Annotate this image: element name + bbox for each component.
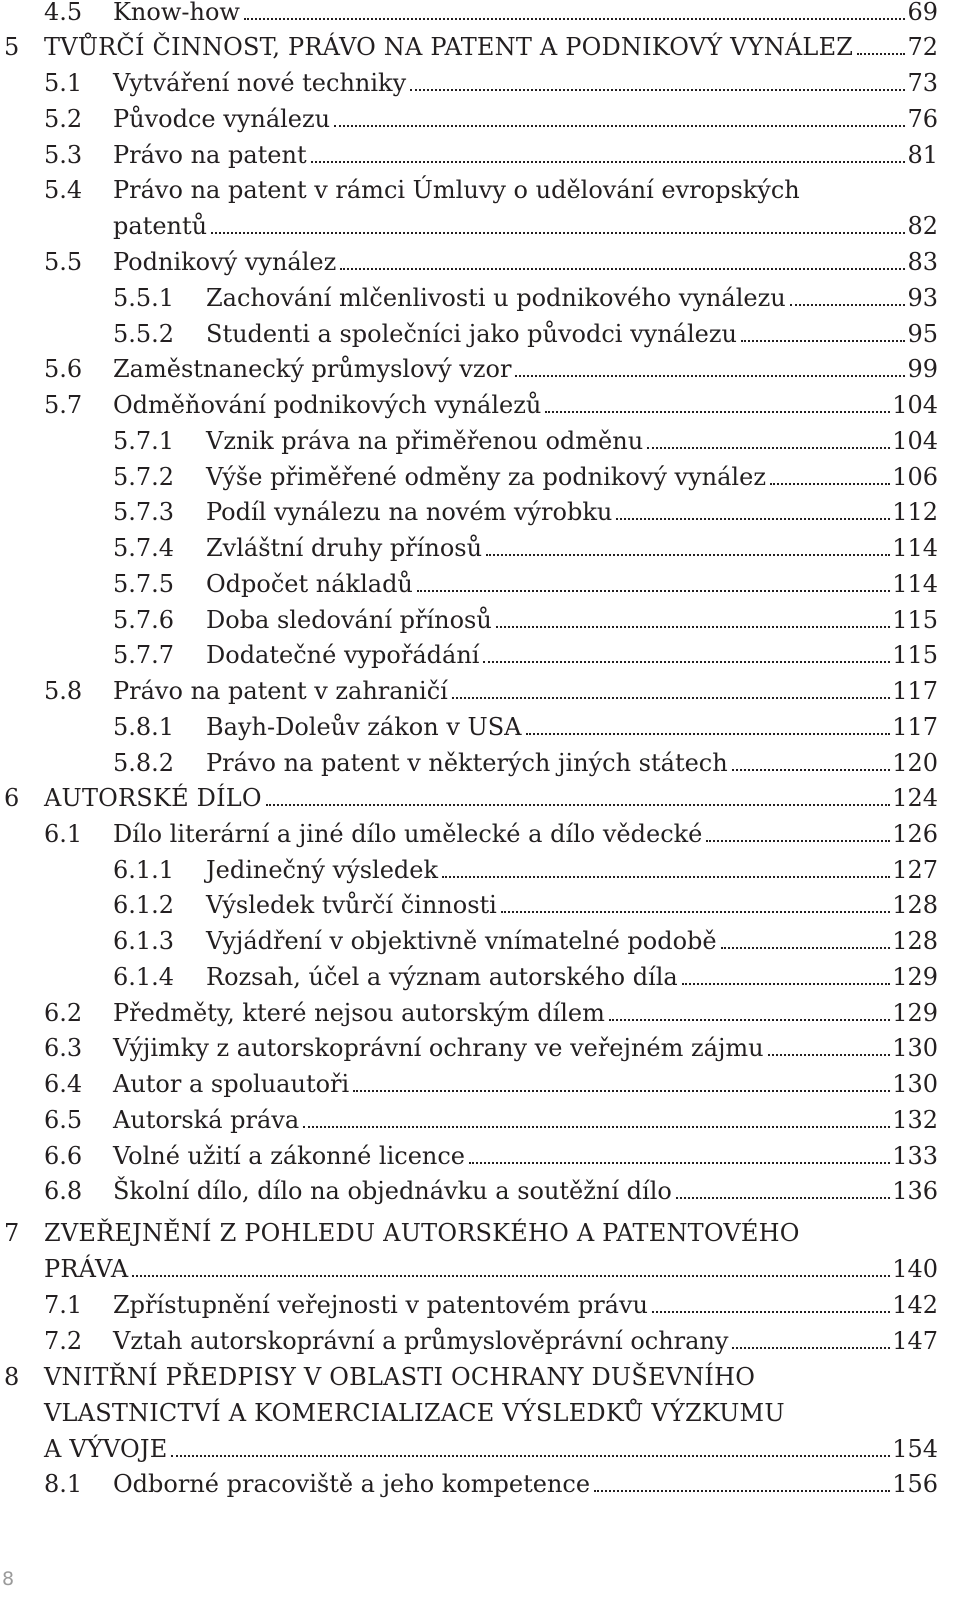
section-number: 6.6 [44, 1142, 83, 1170]
section-title: Doba sledování přínosů [206, 606, 492, 634]
entry-line [113, 1033, 938, 1063]
page-reference: 140 [892, 1255, 938, 1283]
section-number: 6.8 [44, 1177, 83, 1205]
page-reference: 115 [892, 641, 938, 669]
entry-line [113, 1469, 938, 1499]
section-title: Vytváření nové techniky [113, 69, 407, 97]
dot-leader [244, 0, 906, 20]
page-reference: 83 [907, 248, 938, 276]
entry-line [206, 533, 938, 563]
section-number: 6 [4, 784, 20, 812]
page-reference: 154 [892, 1435, 938, 1463]
page-reference: 95 [907, 320, 938, 348]
entry-line [206, 748, 938, 778]
section-title-continued: A VÝVOJE [44, 1435, 168, 1463]
page-number: 8 [2, 1568, 15, 1590]
page-reference: 104 [892, 391, 938, 419]
dot-leader [469, 1142, 890, 1164]
dot-leader [732, 1327, 890, 1349]
entry-line [44, 1434, 938, 1464]
section-title: Odpočet nákladů [206, 570, 413, 598]
section-title: Dílo literární a jiné dílo umělecké a dílo vědecké [113, 820, 703, 848]
section-title: Právo na patent v některých jiných státech [206, 749, 728, 777]
section-number: 6.4 [44, 1070, 83, 1098]
page-reference: 130 [892, 1070, 938, 1098]
section-title: Jedinečný výsledek [206, 856, 439, 884]
section-title: Rozsah, účel a význam autorského díla [206, 963, 678, 991]
entry-line [113, 676, 938, 706]
entry-line [113, 1069, 938, 1099]
page-reference: 72 [907, 33, 938, 61]
dot-leader [768, 1034, 891, 1056]
section-number: 8.1 [44, 1470, 83, 1498]
section-number: 5.7.7 [113, 641, 175, 669]
entry-line [113, 1176, 938, 1206]
entry-line [113, 1326, 938, 1356]
section-number: 5.7.5 [113, 570, 175, 598]
section-number: 5.2 [44, 105, 83, 133]
section-title: Vztah autorskoprávní a průmyslověprávní ochrany [113, 1327, 729, 1355]
dot-leader [303, 1106, 890, 1128]
page-reference: 120 [892, 749, 938, 777]
section-number: 7.2 [44, 1327, 83, 1355]
entry-line [113, 68, 938, 98]
page-reference: 124 [892, 784, 938, 812]
section-number: 5.5 [44, 248, 83, 276]
page-reference: 133 [892, 1142, 938, 1170]
entry-line [113, 140, 938, 170]
entry-line [113, 1105, 938, 1135]
page-reference: 112 [892, 498, 938, 526]
page-reference: 127 [892, 856, 938, 884]
page-reference: 93 [907, 284, 938, 312]
entry-line [113, 390, 938, 420]
section-title: Odborné pracoviště a jeho kompetence [113, 1470, 591, 1498]
section-title: Bayh-Doleův zákon v USA [206, 713, 522, 741]
entry-line [113, 998, 938, 1028]
dot-leader [616, 498, 890, 520]
dot-leader [770, 463, 890, 485]
dot-leader [609, 999, 890, 1021]
entry-line [113, 819, 938, 849]
section-number: 5.1 [44, 69, 83, 97]
dot-leader [526, 713, 891, 735]
section-title: Předměty, které nejsou autorským dílem [113, 999, 605, 1027]
section-number: 6.5 [44, 1106, 83, 1134]
page-reference: 76 [907, 105, 938, 133]
page-reference: 117 [892, 677, 938, 705]
entry-line [113, 104, 938, 134]
dot-leader [741, 320, 906, 342]
section-number: 5.7.4 [113, 534, 175, 562]
section-title: Studenti a společníci jako původci vynálezu [206, 320, 737, 348]
section-number: 5.5.2 [113, 320, 175, 348]
dot-leader [732, 749, 891, 771]
entry-line [206, 712, 938, 742]
section-number: 5.6 [44, 355, 83, 383]
section-title: Podíl vynálezu na novém výrobku [206, 498, 613, 526]
entry-line [113, 354, 938, 384]
section-title: AUTORSKÉ DÍLO [44, 784, 262, 812]
dot-leader [353, 1070, 890, 1092]
entry-line [206, 890, 938, 920]
dot-leader [211, 212, 905, 234]
section-number: 5.7 [44, 391, 83, 419]
entry-line [206, 605, 938, 635]
entry-line [206, 497, 938, 527]
dot-leader [452, 677, 890, 699]
entry-line [206, 283, 938, 313]
page-reference: 81 [907, 141, 938, 169]
dot-leader [647, 427, 890, 449]
dot-leader [721, 927, 891, 949]
page-reference: 126 [892, 820, 938, 848]
section-title: VNITŘNÍ PŘEDPISY V OBLASTI OCHRANY DUŠEVNÍHO [44, 1363, 756, 1391]
dot-leader [501, 891, 890, 913]
dot-leader [652, 1291, 890, 1313]
section-title: Autor a spoluautoři [113, 1070, 350, 1098]
section-title: Zaměstnanecký průmyslový vzor [113, 355, 512, 383]
section-number: 6.1.3 [113, 927, 175, 955]
page-reference: 147 [892, 1327, 938, 1355]
section-number: 5.7.2 [113, 463, 175, 491]
page-reference: 132 [892, 1106, 938, 1134]
page-reference: 128 [892, 891, 938, 919]
section-title: Školní dílo, dílo na objednávku a soutěžní dílo [113, 1177, 672, 1205]
section-number: 5.8.1 [113, 713, 175, 741]
dot-leader [417, 570, 890, 592]
section-title: ZVEŘEJNĚNÍ Z POHLEDU AUTORSKÉHO A PATENTOVÉHO [44, 1219, 800, 1247]
section-title: Zvláštní druhy přínosů [206, 534, 483, 562]
entry-line [206, 926, 938, 956]
section-number: 6.1.4 [113, 963, 175, 991]
dot-leader [857, 33, 905, 55]
section-title: Volné užití a zákonné licence [113, 1142, 465, 1170]
dot-leader [483, 641, 890, 663]
page-reference: 99 [907, 355, 938, 383]
dot-leader [171, 1435, 890, 1457]
entry-line [206, 319, 938, 349]
dot-leader [545, 391, 890, 413]
page-reference: 156 [892, 1470, 938, 1498]
section-title: Know-how [113, 0, 240, 26]
dot-leader [486, 534, 890, 556]
section-number: 5.7.6 [113, 606, 175, 634]
dot-leader [496, 606, 890, 628]
section-title-continued: VLASTNICTVÍ A KOMERCIALIZACE VÝSLEDKŮ VÝZKUMU [44, 1399, 785, 1427]
section-title: Výjimky z autorskoprávní ochrany ve veřejném zájmu [113, 1034, 764, 1062]
dot-leader [594, 1470, 890, 1492]
entry-line [44, 783, 938, 813]
page-reference: 73 [907, 69, 938, 97]
section-title: Zpřístupnění veřejnosti v patentovém právu [113, 1291, 649, 1319]
entry-line [206, 462, 938, 492]
dot-leader [340, 248, 905, 270]
dot-leader [515, 355, 905, 377]
dot-leader [410, 69, 905, 91]
dot-leader [706, 820, 890, 842]
dot-leader [266, 784, 890, 806]
section-title: Dodatečné vypořádání [206, 641, 480, 669]
entry-line [206, 855, 938, 885]
entry-line [44, 1254, 938, 1284]
section-title: Právo na patent [113, 141, 307, 169]
section-title: Vznik práva na přiměřenou odměnu [206, 427, 644, 455]
section-number: 5 [4, 33, 20, 61]
page-reference: 129 [892, 963, 938, 991]
entry-line [44, 32, 938, 62]
page-reference: 128 [892, 927, 938, 955]
section-number: 5.7.1 [113, 427, 175, 455]
page-reference: 104 [892, 427, 938, 455]
page-reference: 130 [892, 1034, 938, 1062]
dot-leader [311, 141, 906, 163]
section-title: TVŮRČÍ ČINNOST, PRÁVO NA PATENT A PODNIKOVÝ VYNÁLEZ [44, 33, 854, 61]
page-reference: 114 [892, 534, 938, 562]
section-number: 4.5 [44, 0, 83, 26]
page-reference: 82 [907, 212, 938, 240]
section-title: Původce vynálezu [113, 105, 331, 133]
entry-line [206, 640, 938, 670]
section-title: Autorská práva [113, 1106, 300, 1134]
section-number: 5.5.1 [113, 284, 175, 312]
page-reference: 114 [892, 570, 938, 598]
entry-line [206, 569, 938, 599]
section-number: 6.2 [44, 999, 83, 1027]
section-number: 5.4 [44, 176, 83, 204]
dot-leader [334, 105, 905, 127]
section-title: Vyjádření v objektivně vnímatelné podobě [206, 927, 717, 955]
section-number: 6.1.1 [113, 856, 175, 884]
section-title: Výše přiměřené odměny za podnikový vynález [206, 463, 766, 491]
dot-leader [442, 856, 890, 878]
entry-line [113, 1141, 938, 1171]
entry-line [206, 962, 938, 992]
dot-leader [132, 1255, 890, 1277]
section-number: 7.1 [44, 1291, 83, 1319]
section-title: Právo na patent v rámci Úmluvy o udělování evropských [113, 176, 800, 204]
section-title: Právo na patent v zahraničí [113, 677, 448, 705]
entry-line [113, 0, 938, 27]
section-number: 5.8 [44, 677, 83, 705]
entry-line [206, 426, 938, 456]
section-number: 7 [4, 1219, 20, 1247]
entry-line [113, 1290, 938, 1320]
section-number: 5.7.3 [113, 498, 175, 526]
section-number: 6.1 [44, 820, 83, 848]
section-title: Odměňování podnikových vynálezů [113, 391, 542, 419]
section-number: 6.1.2 [113, 891, 175, 919]
section-title: Podnikový vynález [113, 248, 337, 276]
entry-line [113, 211, 938, 241]
page-reference: 115 [892, 606, 938, 634]
section-title: Zachování mlčenlivosti u podnikového vynálezu [206, 284, 786, 312]
page-reference: 106 [892, 463, 938, 491]
dot-leader [682, 963, 890, 985]
section-number: 5.8.2 [113, 749, 175, 777]
section-number: 5.3 [44, 141, 83, 169]
page-reference: 129 [892, 999, 938, 1027]
section-number: 6.3 [44, 1034, 83, 1062]
entry-line [113, 247, 938, 277]
section-title-continued: PRÁVA [44, 1255, 129, 1283]
section-number: 8 [4, 1363, 20, 1391]
section-title: Výsledek tvůrčí činnosti [206, 891, 497, 919]
page-reference: 136 [892, 1177, 938, 1205]
page-reference: 117 [892, 713, 938, 741]
dot-leader [676, 1177, 890, 1199]
page-reference: 142 [892, 1291, 938, 1319]
section-title-continued: patentů [113, 212, 208, 240]
page-reference: 69 [907, 0, 938, 26]
dot-leader [790, 284, 906, 306]
